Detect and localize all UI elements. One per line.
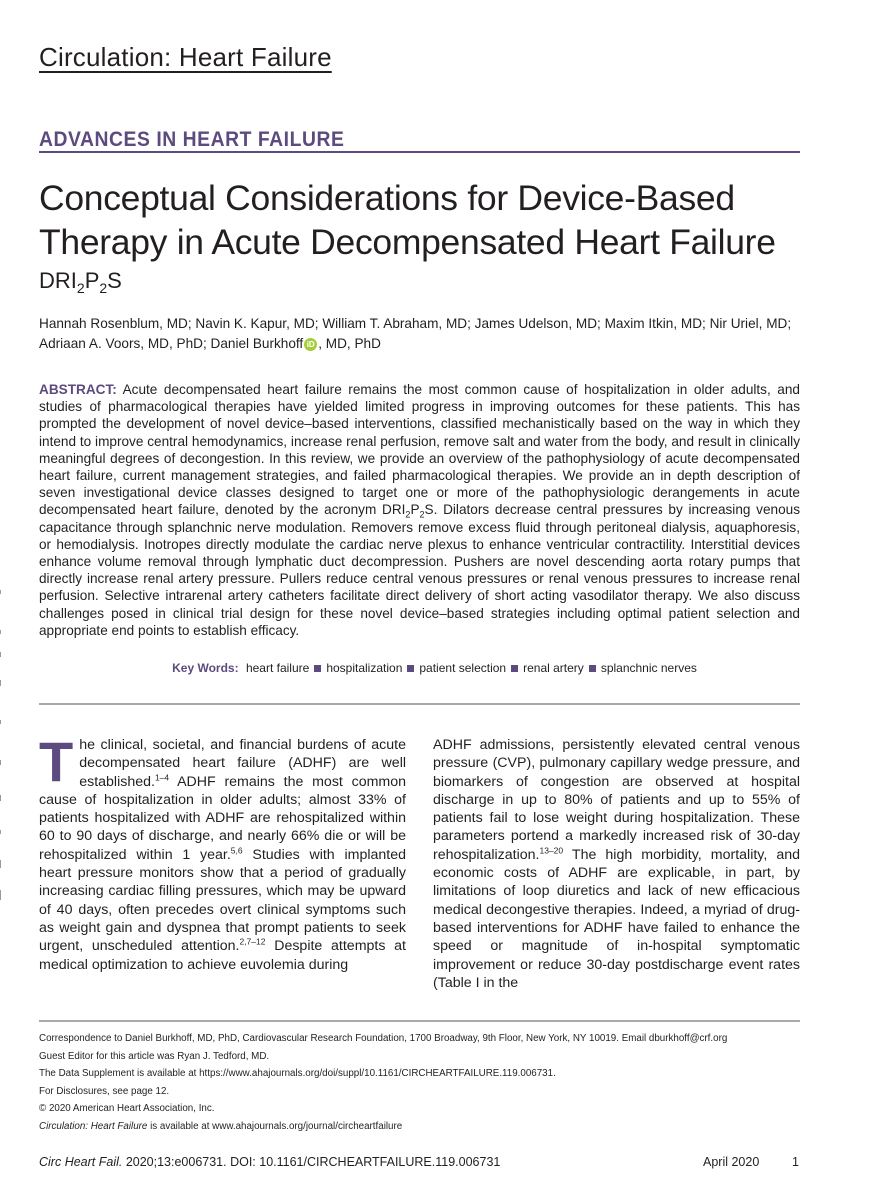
section-heading: ADVANCES IN HEART FAILURE (39, 128, 345, 151)
footnote-divider (39, 1020, 800, 1022)
guest-editor-note: Guest Editor for this article was Ryan J. Tedford, MD. (39, 1050, 270, 1062)
margin-download-stamp (0, 590, 4, 910)
keyword: patient selection (419, 661, 507, 675)
keywords (0, 661, 869, 675)
keyword: hospitalization (326, 661, 403, 675)
journal-name: Circulation: Heart Failure (39, 42, 332, 72)
citation-ref[interactable]: 2,7–12 (239, 936, 266, 947)
keyword-separator-icon (314, 665, 321, 672)
body-divider (39, 703, 800, 705)
abstract-text-part2: . Dilators decrease central pressures by increasing venous capacitance through splanchnic nerve modulation. Removers remove excess fluid through peritoneal dialysis, aquaphoresis, or hemodialysis. Inotropes directly modulate the cardiac nerve plexus to enhance ventricular contractility. Interstitial devices enhance volume removal through lymphatic duct decompression. Pushers are novel descending aorta rotary pumps that directly increase renal artery pressure. Pullers reduce central venous pressures or renal venous pressures to increase renal perfusion. Selective intrarenal artery catheters facilitate direct delivery of short acting vasodilator therapy. We also discuss challenges posed in clinical trial design for these novel device–based strategies including optimal patient selection and appropriate end points to establish efficacy. (39, 502, 800, 638)
margin-stamp-marks (0, 590, 4, 910)
author-list (39, 314, 809, 354)
issue-date: April 2020 (703, 1155, 760, 1169)
authors-line-1: Hannah Rosenblum, MD; Navin K. Kapur, MD; William T. Abraham, MD; James Udelson, MD; Maxim Itkin, MD; Nir Uriel, MD; (39, 316, 792, 331)
citation-ref[interactable]: 13–20 (539, 845, 564, 856)
footnotes (39, 1030, 809, 1136)
keyword: splanchnic nerves (600, 661, 697, 675)
orcid-icon[interactable]: iD (304, 338, 317, 351)
keyword-separator-icon (407, 665, 414, 672)
citation-ref[interactable]: 5,6 (230, 845, 243, 856)
disclosures-note: For Disclosures, see page 12. (39, 1085, 170, 1097)
keyword-separator-icon (511, 665, 518, 672)
citation-footer: Circ Heart Fail. 2020;13:e006731. DOI: 10.1161/CIRCHEARTFAILURE.119.006731 (39, 1155, 501, 1169)
page-number: 1 (792, 1155, 799, 1169)
keywords-label: Key Words: (172, 661, 239, 675)
keyword-separator-icon (589, 665, 596, 672)
keyword: renal artery (523, 661, 584, 675)
correspondence-note: Correspondence to Daniel Burkhoff, MD, PhD, Cardiovascular Research Foundation, 1700 Broadway, 9th Floor, New York, NY 10019. Email dburkhoff@crf.org (39, 1033, 728, 1044)
abstract: ABSTRACT: Acute decompensated heart failure remains the most common cause of hospitalization in older adults, and studies of pharmacological therapies have yielded limited progress in improving outcomes for these patients. This has prompted the development of novel device–based interventions, classified mechanistically based on the way in which they intend to improve central hemodynamics, increase renal perfusion, remove salt and water from the body, and result in clinically meaningful degrees of decongestion. In this review, we provide an overview of the pathophysiology of acute decompensated heart failure, current management strategies, and failed pharmacological therapies. We provide an in depth description of seven investigational device classes designed to target one or more of the pathophysiologic derangements in acute decompensated heart failure, denoted by the acronym $DRI_2P_2S$. Dilators decrease central pressures by increasing venous capacitance through splanchnic nerve modulation. Removers remove excess fluid through peritoneal dialysis, aquaphoresis, or hemodialysis. Inotropes directly modulate the cardiac nerve plexus to enhance ventricular contractility. Interstitial devices enhance volume removal through lymphatic duct decompression. Pushers are novel descending aorta rotary pumps that directly increase renal artery pressure. Pullers reduce central venous pressures or renal venous pressures to increase renal perfusion. Selective intrarenal artery catheters facilitate direct delivery of short acting vasodilator therapy. We also discuss challenges posed in clinical trial design for these novel device–based strategies including optimal patient selection and appropriate end points to establish efficacy. (39, 382, 800, 638)
citation-ref[interactable]: 1–4 (154, 771, 170, 782)
drop-cap: T (39, 730, 74, 793)
body-column-left: The clinical, societal, and financial burdens of acute decompensated heart failure (ADHF) are well established.$^{1-4}$ ADHF remains the most common cause of hospitalization in older adults; almost 33% of patients hospitalized with ADHF are rehospitalized within 60 to 90 days of discharge, and nearly 66% die or will be rehospitalized within 1 year.$^{5,6}$ Studies with implanted heart pressure monitors show that a period of gradually increasing cardiac filling pressures, which may be upward of 40 days, often precedes overt clinical symptoms such as weight gain and dyspnea that prompt patients to seek urgent, unscheduled attention.$^{2,7-12}$ Despite attempts at medical optimization to achieve euvolemia during (39, 730, 407, 973)
title-line-1: Conceptual Considerations for Device-Based (39, 178, 735, 218)
keyword: heart failure (245, 661, 310, 675)
article-title (39, 176, 839, 264)
title-line-2: Therapy in Acute Decompensated Heart Failure (39, 222, 776, 262)
availability-note: Circulation: Heart Failure is available at www.ahajournals.org/journal/circheartfailure (39, 1120, 403, 1132)
data-supplement-note: The Data Supplement is available at https://www.ahajournals.org/doi/suppl/10.1161/CIRCHEARTFAILURE.119.006731. (39, 1068, 556, 1080)
authors-line-2: Adriaan A. Voors, MD, PhD; Daniel Burkhoff iD , MD, PhD (39, 336, 381, 351)
body-column-right: ADHF admissions, persistently elevated central venous pressure (CVP), pulmonary capillary wedge pressure, and biomarkers of congestion are observed at hospital discharge in up to 80% of patients and up to 55% of patients fail to lose weight during hospitalization. These parameters portend a markedly increased risk of 30-day rehospitalization.$^{13-20}$ The high morbidity, mortality, and economic costs of ADHF are explicable, in part, by limitations of loop diuretics and lack of new efficacious medical decongestive therapies. Indeed, a myriad of drug-based interventions for ADHF have failed to enhance the speed or magnitude of in-hospital symptomatic improvement or reduce 30-day postdischarge event rates (Table I in the (433, 737, 800, 991)
section-divider (39, 151, 800, 153)
title-acronym: $DRI_2P_2S$ (39, 268, 122, 296)
abstract-text-part1: Acute decompensated heart failure remains the most common cause of hospitalization in older adults, and studies of pharmacological therapies have yielded limited progress in improving outcomes for these patients. This has prompted the development of novel device–based interventions, classified mechanistically based on the way in which they intend to improve central hemodynamics, increase renal perfusion, remove salt and water from the body, and result in clinically meaningful degrees of decongestion. In this review, we provide an overview of the pathophysiology of acute decompensated heart failure, current management strategies, and failed pharmacological therapies. We provide an in depth description of seven investigational device classes designed to target one or more of the pathophysiologic derangements in acute decompensated heart failure, denoted by the acronym (39, 382, 800, 518)
copyright-note: © 2020 American Heart Association, Inc. (39, 1103, 215, 1115)
abstract-label: ABSTRACT: (39, 382, 117, 397)
